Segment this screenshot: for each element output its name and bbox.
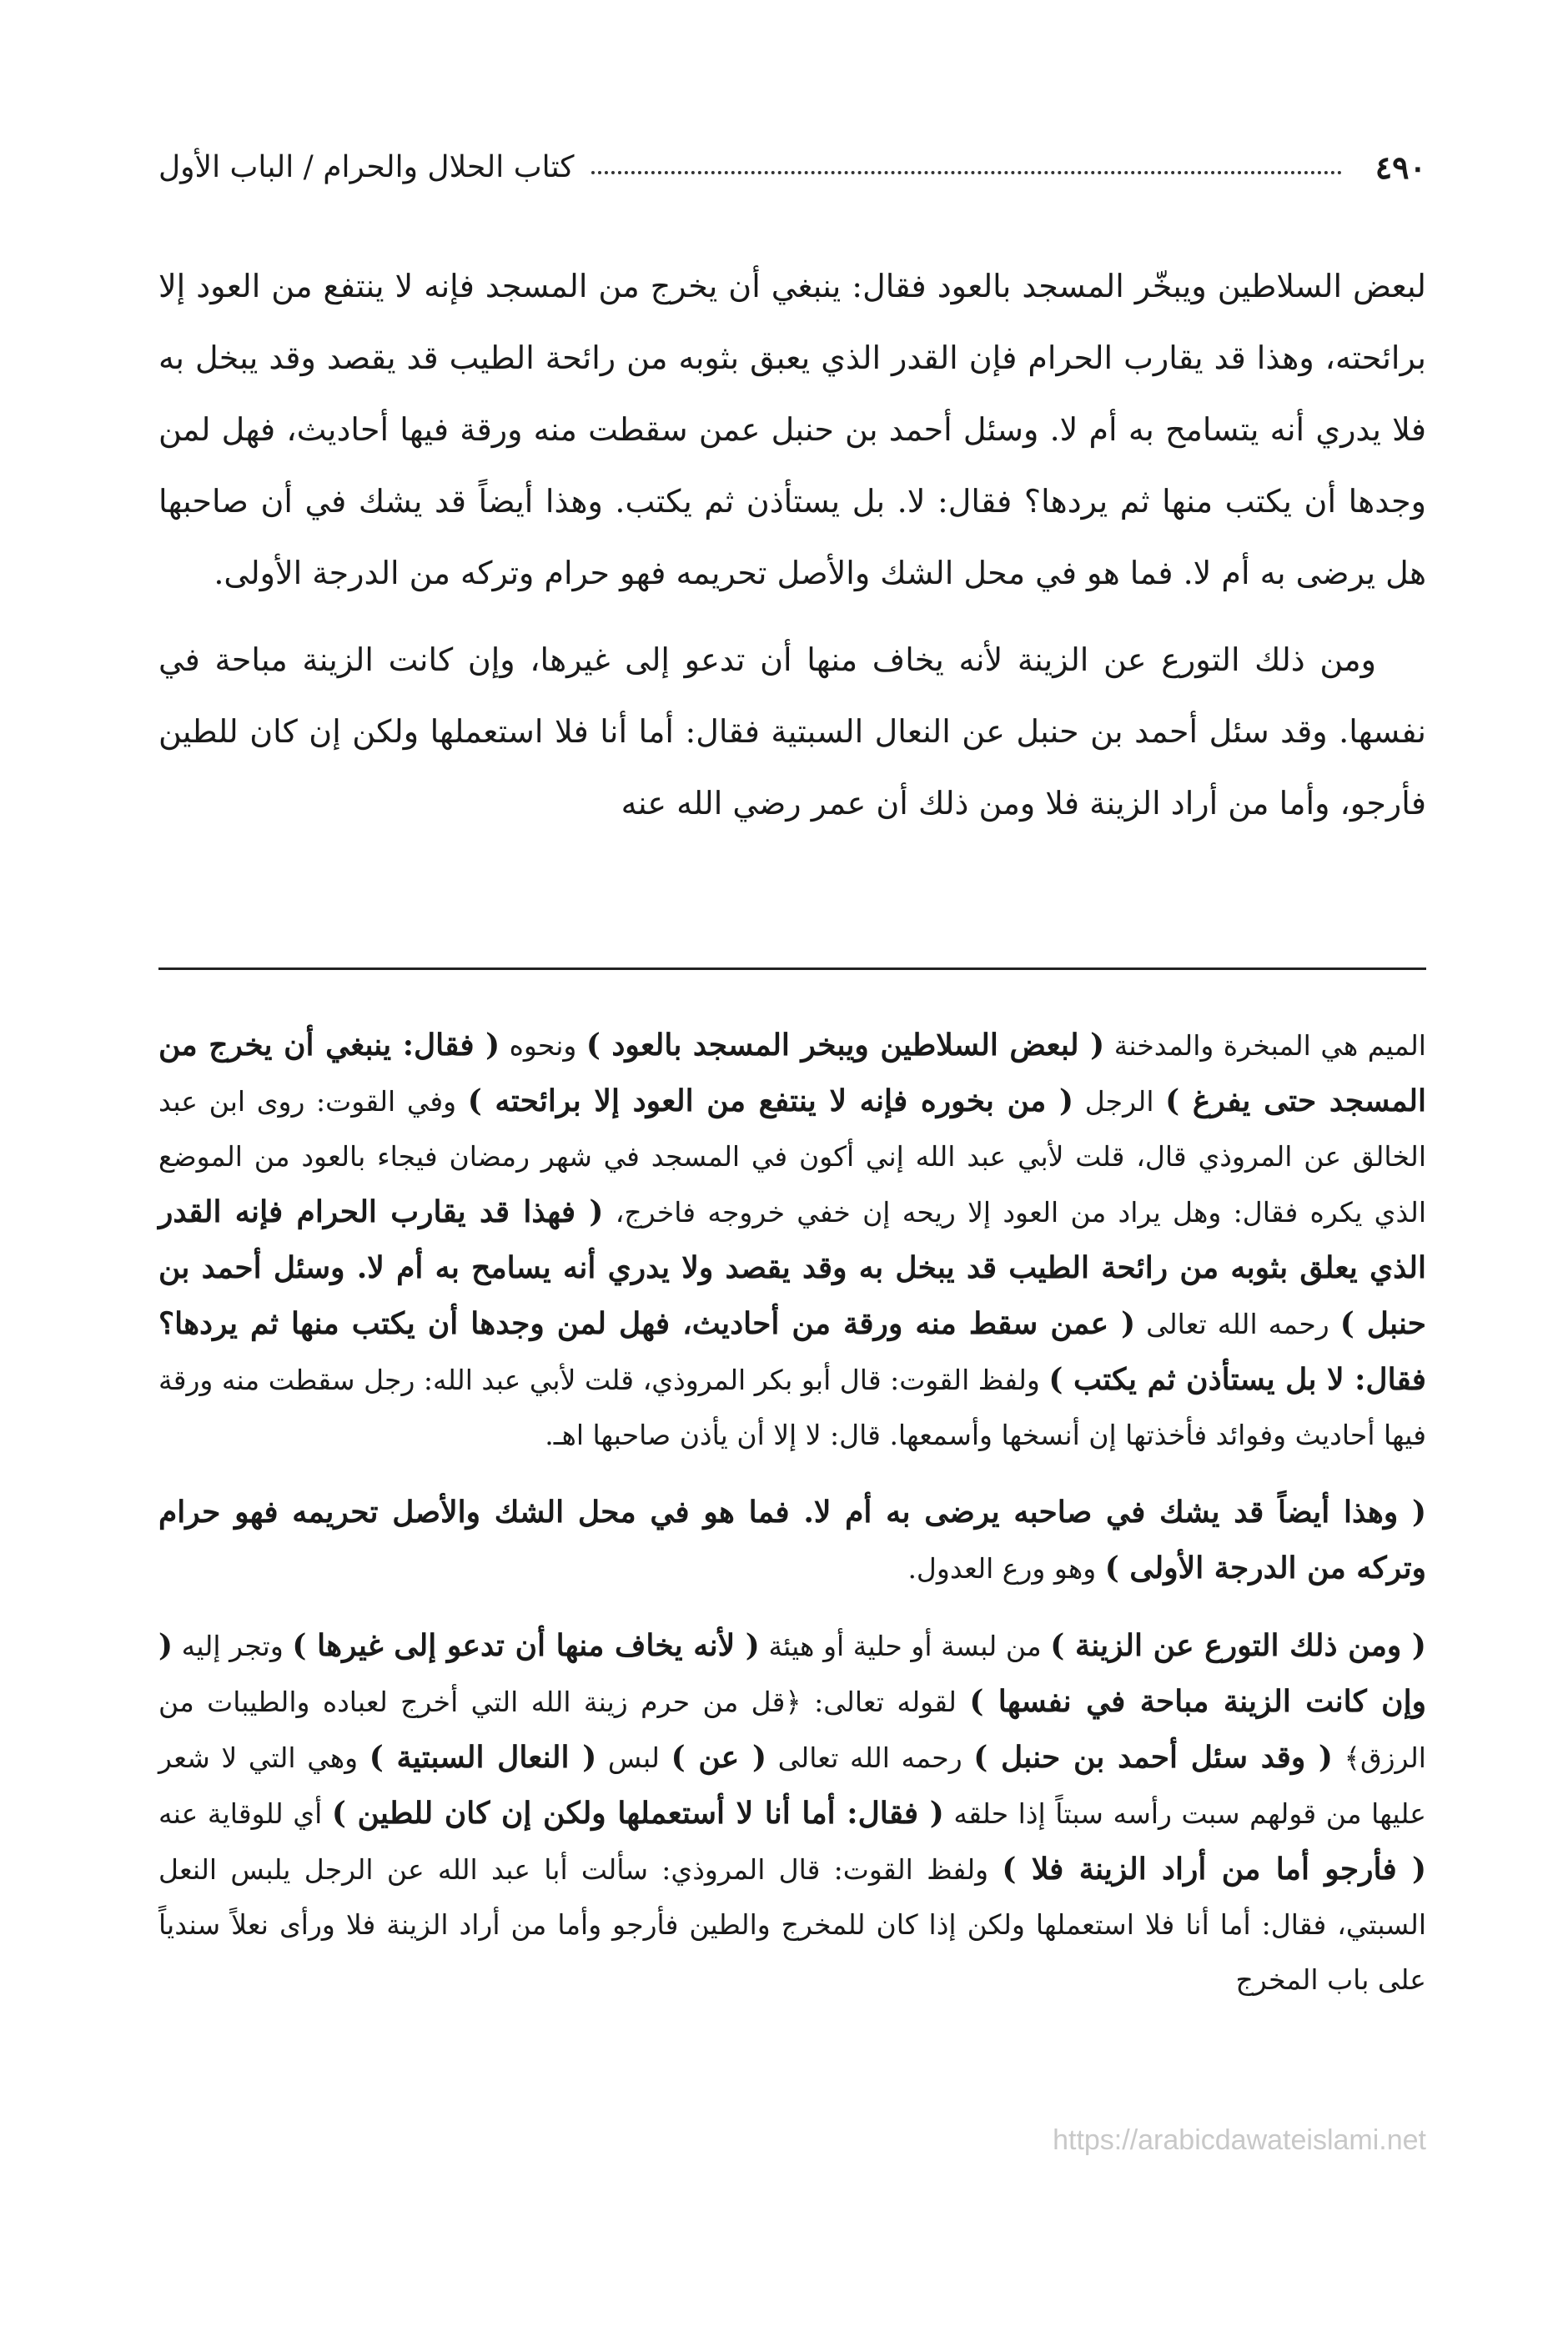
- quoted-matn: ( النعال السبتية ): [369, 1740, 597, 1775]
- commentary-text: الرجل: [1084, 1085, 1154, 1118]
- commentary-text: الميم هي المبخرة والمدخنة: [1113, 1029, 1426, 1062]
- commentary-text: رحمه الله تعالى: [1146, 1308, 1329, 1340]
- commentary-text: ولفظ القوت: قال أبو بكر المروذي، قلت لأبي عبد الله: رجل سقطت منه ورقة فيها أحاديث وفوائد فأخذتها إن أنسخها وأسمعها. قال: لا إلا أن يأذن صاحبها اهـ.: [158, 1364, 1426, 1451]
- quoted-matn: ( فقال: أما أنا لا أستعملها ولكن إن كان للطين ): [331, 1796, 944, 1831]
- quoted-matn: ( وإن كانت الزينة مباحة في نفسها ): [158, 1628, 1426, 1719]
- page-number: ٤٩٠: [1375, 148, 1426, 186]
- commentary: [158, 1018, 1426, 2029]
- commentary-text: ونحوه: [509, 1029, 577, 1062]
- quoted-matn: ( من بخوره فإنه لا ينتفع من العود إلا برائحته ): [467, 1083, 1074, 1118]
- commentary-text: لقوله تعالى: ﴿قل من حرم زينة الله التي أخرج لعباده والطيبات من الرزق﴾: [158, 1686, 1426, 1774]
- main-text: [158, 250, 1426, 854]
- quoted-matn: ( عمن سقط منه ورقة من أحاديث، فهل لمن وجدها أن يكتب منها ثم يردها؟ فقال: لا بل يستأذن ثم يكتب ): [158, 1306, 1426, 1397]
- quoted-matn: ( وقد سئل أحمد بن حنبل ): [973, 1740, 1333, 1775]
- main-paragraph-1: لبعض السلاطين ويبخّر المسجد بالعود فقال: ينبغي أن يخرج من المسجد فإنه لا ينتفع من العود إلا برائحته، وهذا قد يقارب الحرام فإن القدر الذي يعبق بثوبه من رائحة الطيب قد يقصد وقد يبخل به فلا يدري أنه يتسامح به أم لا. وسئل أحمد بن حنبل عمن سقطت منه ورقة فيها أحاديث، فهل لمن وجدها أن يكتب منها ثم يردها؟ فقال: لا. بل يستأذن ثم يكتب. وهذا أيضاً قد يشك في أن صاحبها هل يرضى به أم لا. فما هو في محل الشك والأصل تحريمه فهو حرام وتركه من الدرجة الأولى.: [158, 268, 1426, 591]
- watermark-url: https://arabicdawateislami.net: [1053, 2124, 1426, 2156]
- commentary-text: ولفظ القوت: قال المروذي: سألت أبا عبد الله عن الرجل يلبس النعل السبتي، فقال: أما أنا فلا استعملها ولكن إذا كان للمخرج والطين فأرجو وأما من أراد الزينة فلا ورأى نعلاً سندياً على باب المخرج: [158, 1853, 1426, 1996]
- quoted-matn: ( لأنه يخاف منها أن تدعو إلى غيرها ): [292, 1628, 760, 1663]
- quoted-matn: ( فقال: ينبغي أن يخرج من المسجد حتى يفرغ ): [158, 1028, 1426, 1118]
- quoted-matn: ( وهذا أيضاً قد يشك في صاحبه يرضى به أم لا. فما هو في محل الشك والأصل تحريمه فهو حرام وتركه من الدرجة الأولى ): [158, 1495, 1426, 1586]
- quoted-matn: ( فأرجو أما من أراد الزينة فلا ): [1002, 1852, 1427, 1887]
- commentary-text: وتجر إليه: [181, 1630, 284, 1662]
- commentary-paragraph-2: [158, 1485, 1426, 1596]
- commentary-text: وهو ورع العدول.: [907, 1552, 1097, 1585]
- header-title: كتاب الحلال والحرام / الباب الأول: [158, 149, 575, 184]
- commentary-text: من لبسة أو حلية أو هيئة: [768, 1630, 1042, 1662]
- quoted-matn: ( ومن ذلك التورع عن الزينة ): [1050, 1628, 1426, 1663]
- commentary-paragraph-3: [158, 1618, 1426, 2008]
- commentary-text: رحمه الله تعالى: [777, 1741, 962, 1774]
- header-dotted-leader: [591, 171, 1342, 174]
- commentary-text: لبس: [607, 1741, 660, 1774]
- running-header: [158, 142, 1426, 192]
- main-paragraph-2: ومن ذلك التورع عن الزينة لأنه يخاف منها أن تدعو إلى غيرها، وإن كانت الزينة مباحة في نفسها. وقد سئل أحمد بن حنبل عن النعال السبتية فقال: أما أنا فلا استعملها ولكن إن كان للطين فأرجو، وأما من أراد الزينة فلا ومن ذلك أن عمر رضي الله عنه: [158, 641, 1426, 822]
- commentary-paragraph-1: [158, 1018, 1426, 1463]
- quoted-matn: ( فهذا قد يقارب الحرام فإنه القدر الذي يعلق بثوبه من رائحة الطيب قد يبخل به وقد يقصد ولا يدري أنه يسامح به أم لا. وسئل أحمد بن حنبل ): [158, 1194, 1427, 1341]
- quoted-matn: ( عن ): [671, 1740, 766, 1775]
- footnote-divider: [158, 967, 1426, 970]
- commentary-text: وهي التي لا شعر عليها من قولهم سبت رأسه سبتاً إذا حلقه: [158, 1741, 1426, 1830]
- quoted-matn: ( لبعض السلاطين ويبخر المسجد بالعود ): [585, 1028, 1105, 1063]
- commentary-text: أي للوقاية عنه: [158, 1797, 323, 1830]
- commentary-text: وفي القوت: روى ابن عبد الخالق عن المروذي قال، قلت لأبي عبد الله إني أكون في المسجد في شهر رمضان فيجاء بالعود من الموضع الذي يكره فقال: وهل يراد من العود إلا ريحه إن خفي خروجه فاخرج،: [158, 1085, 1426, 1229]
